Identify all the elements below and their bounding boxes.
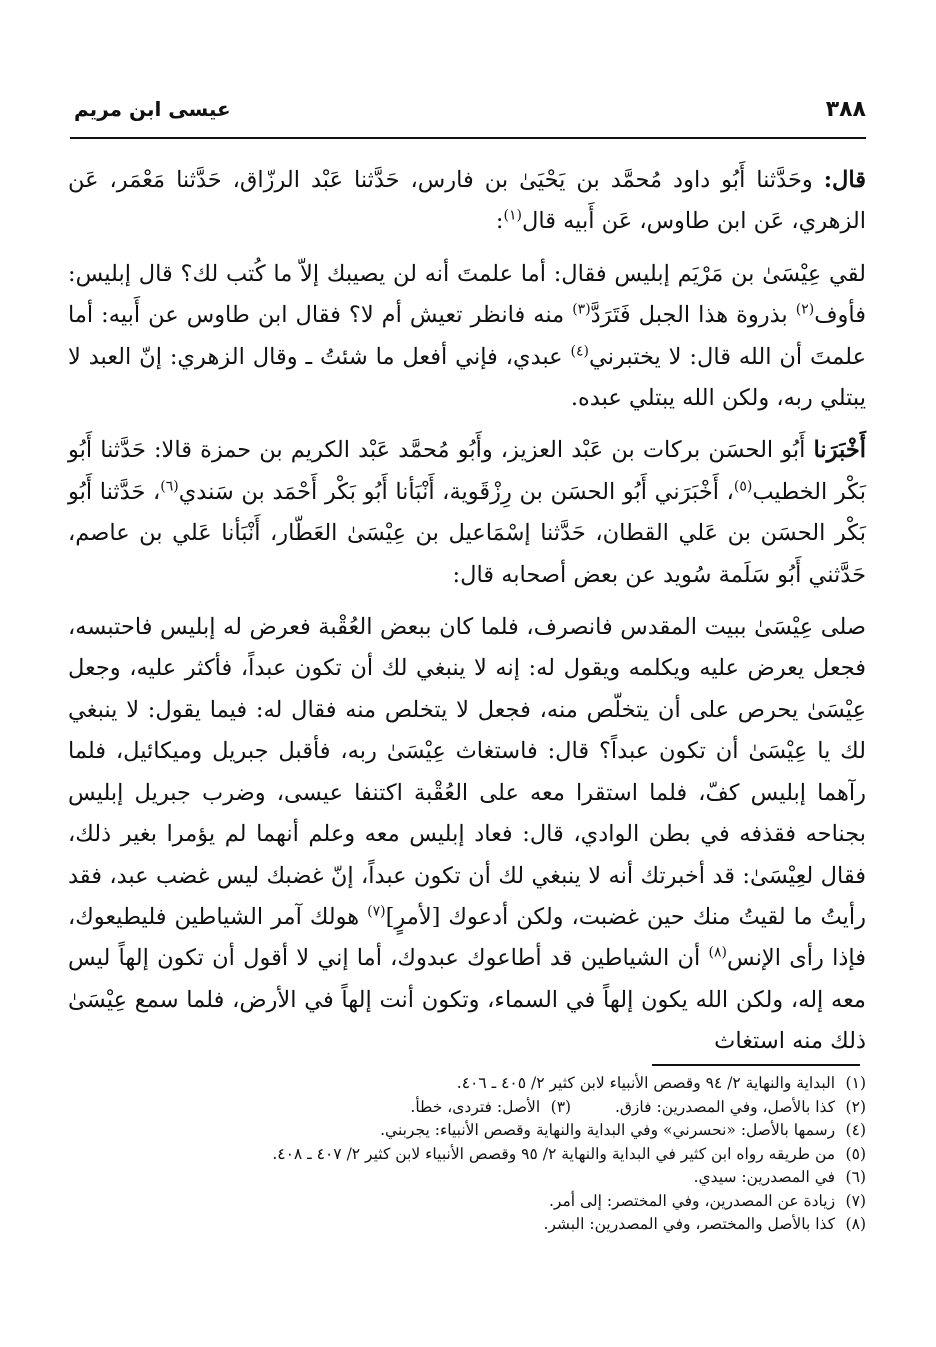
footnote-number: (٧) — [845, 1191, 866, 1210]
running-title: عيسى ابن مريم — [74, 97, 231, 121]
paragraph-text: عبدي، فإني أفعل ما شئتُ ـ وقال الزهري: إنّ العبد لا يبتلي ربه، ولكن الله يبتلي عبده. — [68, 343, 866, 412]
footnote-text: رسمها بالأصل: «نحسرني» وفي البداية والنهاية وقصص الأنبياء: يجربني. — [380, 1121, 836, 1139]
footnote-number: (٣) — [550, 1097, 572, 1116]
paragraph-3 — [68, 430, 866, 596]
paragraph-text: أن الشياطين قد أطاعوك عبدوك، أما إني لا أقول أن تكون إلهاً ليس معه إله، ولكن الله يكون إلهاً في السماء، وتكون أنت إلهاً في الأرض، فلما سمع عِيْسَىٰ ذلك منه استغاث — [68, 945, 866, 1055]
paragraph-lead-word: قال: — [823, 167, 866, 193]
paragraph-2 — [68, 254, 866, 420]
paragraph-text: منه فانظر تعيش أم لا؟ فقال ابن طاوس عن أَبيه: أما علمتَ أن الله قال: لا يختبرني — [68, 302, 867, 370]
footnote-ref: (٧) — [367, 903, 386, 920]
footnote-number: (٦) — [845, 1168, 866, 1186]
footnote-text: كذا بالأصل والمختصر، وفي المصدرين: البشر. — [543, 1215, 836, 1233]
page-number: ٣٨٨ — [825, 97, 866, 122]
footnote-number: (٢) — [845, 1097, 866, 1116]
footnote-item — [150, 1119, 866, 1143]
footnote-item — [150, 1096, 866, 1120]
footnote-ref: (١) — [503, 207, 522, 224]
footnotes — [150, 1072, 866, 1237]
footnote-number: (٤) — [845, 1121, 866, 1139]
paragraph-text: وحَدَّثنا أَبُو داود مُحمَّد بن يَحْيَىٰ بن فارس، حَدَّثنا عَبْد الرزّاق، حَدَّثنا مَعْمَر، عَن الزهري، عَن ابن طاوس، عَن أَبيه قال — [68, 167, 866, 235]
footnote-ref: (٢) — [795, 301, 815, 318]
paragraph-text: أَبُو الحسَن بركات بن عَبْد العزيز، وأَبُو مُحمَّد عَبْد الكريم بن حمزة قالا: حَدَّثنا أَبُو بَكْر الخطيب — [68, 437, 866, 505]
footnote-ref: (٥) — [733, 478, 753, 495]
paragraph-text: : — [495, 208, 504, 235]
footnote-text: كذا بالأصل، وفي المصدرين: فازق. — [614, 1097, 836, 1116]
paragraph-text: بذروة هذا الجبل فَتَرَدَّ — [590, 302, 796, 329]
footnote-number: (٨) — [845, 1215, 866, 1233]
paragraph-1 — [68, 160, 866, 243]
footnote-number: (١) — [845, 1074, 866, 1092]
paragraph-text: ، أَخْبَرَني أَبُو الحسَن بن رِزْقَوية، أَنْبَأنا أَبُو بَكْر أَحْمَد بن سَندي — [178, 478, 734, 505]
footnote-item — [150, 1213, 866, 1237]
header-rule — [70, 137, 866, 139]
paragraph-lead-word: أَخْبَرَنا — [813, 437, 866, 464]
footnote-ref: (٨) — [708, 944, 727, 961]
paragraph-text: صلى عِيْسَىٰ ببيت المقدس فانصرف، فلما كان ببعض العُقْبة فعرض له إبليس فاحتبسه، فجعل يعرض عليه ويكلمه ويقول له: إنه لا ينبغي لك أن تكون عبداً، فأكثر عليه، وجعل عِيْسَىٰ يحرص على أن يتخلّص منه، فجعل لا يتخلص منه فقال له: فيما يقول: لا ينبغي لك يا عِيْسَىٰ أن تكون عبداً؟ قال: فاستغاث عِيْسَىٰ ربه، فأقبل جبريل وميكائيل، فلما رآهما إبليس كفّ، فلما استقرا معه على العُقْبة اكتنفا عيسى، وضرب جبريل إبليس بجناحه فقذفه في بطن الوادي، قال: فعاد إبليس معه وعلم أنهما لم يؤمرا بغير ذلك، فقال لعِيْسَىٰ: قد أخبرتك أنه لا ينبغي لك أن تكون عبداً، إنّ غضبك ليس غضب عبد، فقد رأيتُ ما لقيتُ منك حين غضبت، ولكن أدعوك [لأمرٍ] — [68, 614, 866, 930]
footnote-text: زيادة عن المصدرين، وفي المختصر: إلى أمر. — [549, 1191, 836, 1210]
footnote-item — [150, 1143, 866, 1167]
page-header — [70, 95, 866, 135]
footnote-text: في المصدرين: سيدي. — [693, 1168, 836, 1186]
footnote-ref: (٤) — [570, 343, 589, 360]
footnote-item — [150, 1166, 866, 1190]
paragraph-text: هولك آمر الشياطين فليطيعوك، فإذا رأى الإنس — [68, 903, 867, 972]
footnote-ref: (٣) — [572, 301, 591, 318]
paragraph-text: ، حَدَّثنا أَبُو بَكْر الحسَن بن عَلي القطان، حَدَّثنا إسْمَاعيل بن عِيْسَىٰ العَطّار، أَنْبَأنا عَلي بن عاصم، حَدَّثني أَبُو سَلَمة سُويد عن بعض أصحابه قال: — [68, 478, 867, 588]
main-text — [68, 160, 866, 1074]
footnote-number: (٥) — [845, 1144, 866, 1163]
paragraph-4 — [68, 607, 866, 1062]
footnote-item — [150, 1072, 866, 1096]
footnote-text: من طريقه رواه ابن كثير في البداية والنهاية ٢/ ٩٥ وقصص الأنبياء لابن كثير ٢/ ٤٠٧ ـ ٤٠٨. — [272, 1144, 836, 1163]
footnote-item — [150, 1190, 866, 1214]
footnote-rule — [652, 1064, 860, 1066]
footnote-ref: (٦) — [160, 478, 179, 495]
footnote-text: الأصل: فتردى، خطأ. — [410, 1097, 541, 1116]
footnote-text: البداية والنهاية ٢/ ٩٤ وقصص الأنبياء لابن كثير ٢/ ٤٠٥ ـ ٤٠٦. — [456, 1074, 836, 1092]
paragraph-text: لقي عِيْسَىٰ بن مَرْيَم إبليس فقال: أما علمتَ أنه لن يصيبك إلاّ ما كُتب لك؟ قال إبليس: فأوف — [68, 260, 866, 329]
